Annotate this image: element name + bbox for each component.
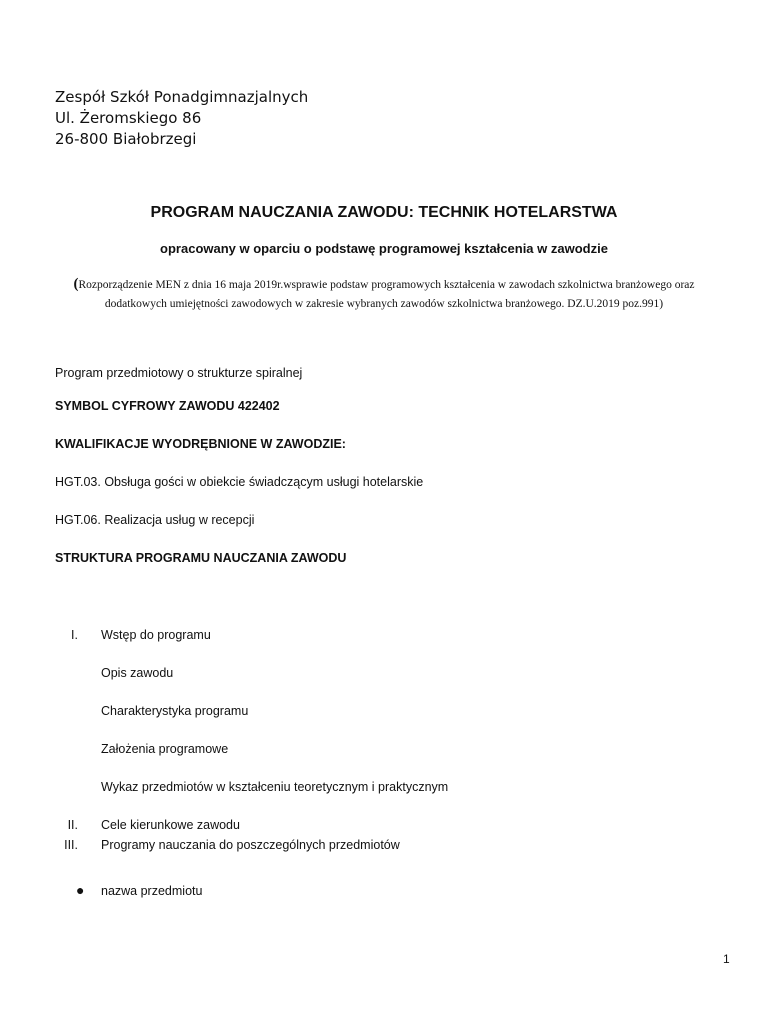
legal-basis-line-1 xyxy=(0,275,768,295)
legal-basis-text-1: Rozporządzenie MEN z dnia 16 maja 2019r.wsprawie podstaw programowych kształcenia w zawodach szkolnictwa branżowego oraz xyxy=(78,279,695,291)
bullet-icon: ● xyxy=(76,882,85,898)
outline-subitem: Opis zawodu xyxy=(101,666,174,680)
outline-subitem: Założenia programowe xyxy=(101,742,229,756)
outline-numeral-3: III. xyxy=(64,838,78,852)
symbol-heading: SYMBOL CYFROWY ZAWODU 422402 xyxy=(55,399,280,413)
page-number: 1 xyxy=(723,952,730,966)
outline-item-1: Wstęp do programu xyxy=(101,628,211,642)
document-title: PROGRAM NAUCZANIA ZAWODU: TECHNIK HOTELARSTWA xyxy=(150,204,618,221)
school-name: Zespół Szkół Ponadgimnazjalnych xyxy=(55,88,309,106)
outline-subitem: Wykaz przedmiotów w kształceniu teoretycznym i praktycznym xyxy=(101,780,449,794)
qualification-item: HGT.03. Obsługa gości w obiekcie świadczącym usługi hotelarskie xyxy=(55,475,424,489)
outline-item-2: Cele kierunkowe zawodu xyxy=(101,818,240,832)
open-parenthesis: ( xyxy=(73,276,79,292)
outline-subitem: Charakterystyka programu xyxy=(101,704,249,718)
outline-numeral-1: I. xyxy=(71,628,78,642)
document-subtitle: opracowany w oparciu o podstawę programowej kształcenia w zawodzie xyxy=(160,241,608,256)
qualifications-heading: KWALIFIKACJE WYODRĘBNIONE W ZAWODZIE: xyxy=(55,437,346,451)
school-city: 26-800 Białobrzegi xyxy=(55,130,197,148)
school-street: Ul. Żeromskiego 86 xyxy=(55,109,202,127)
legal-basis-line-2: dodatkowych umiejętności zawodowych w zakresie wybranych zawodów szkolnictwa branżowego. DZ.U.2019 poz.991) xyxy=(104,298,664,310)
qualification-item: HGT.06. Realizacja usług w recepcji xyxy=(55,513,255,527)
outline-numeral-2: II. xyxy=(67,818,78,832)
bullet-item: nazwa przedmiotu xyxy=(101,884,203,898)
structure-heading: STRUKTURA PROGRAMU NAUCZANIA ZAWODU xyxy=(55,551,347,565)
program-type: Program przedmiotowy o strukturze spiralnej xyxy=(55,366,303,380)
outline-item-3: Programy nauczania do poszczególnych przedmiotów xyxy=(101,838,400,852)
